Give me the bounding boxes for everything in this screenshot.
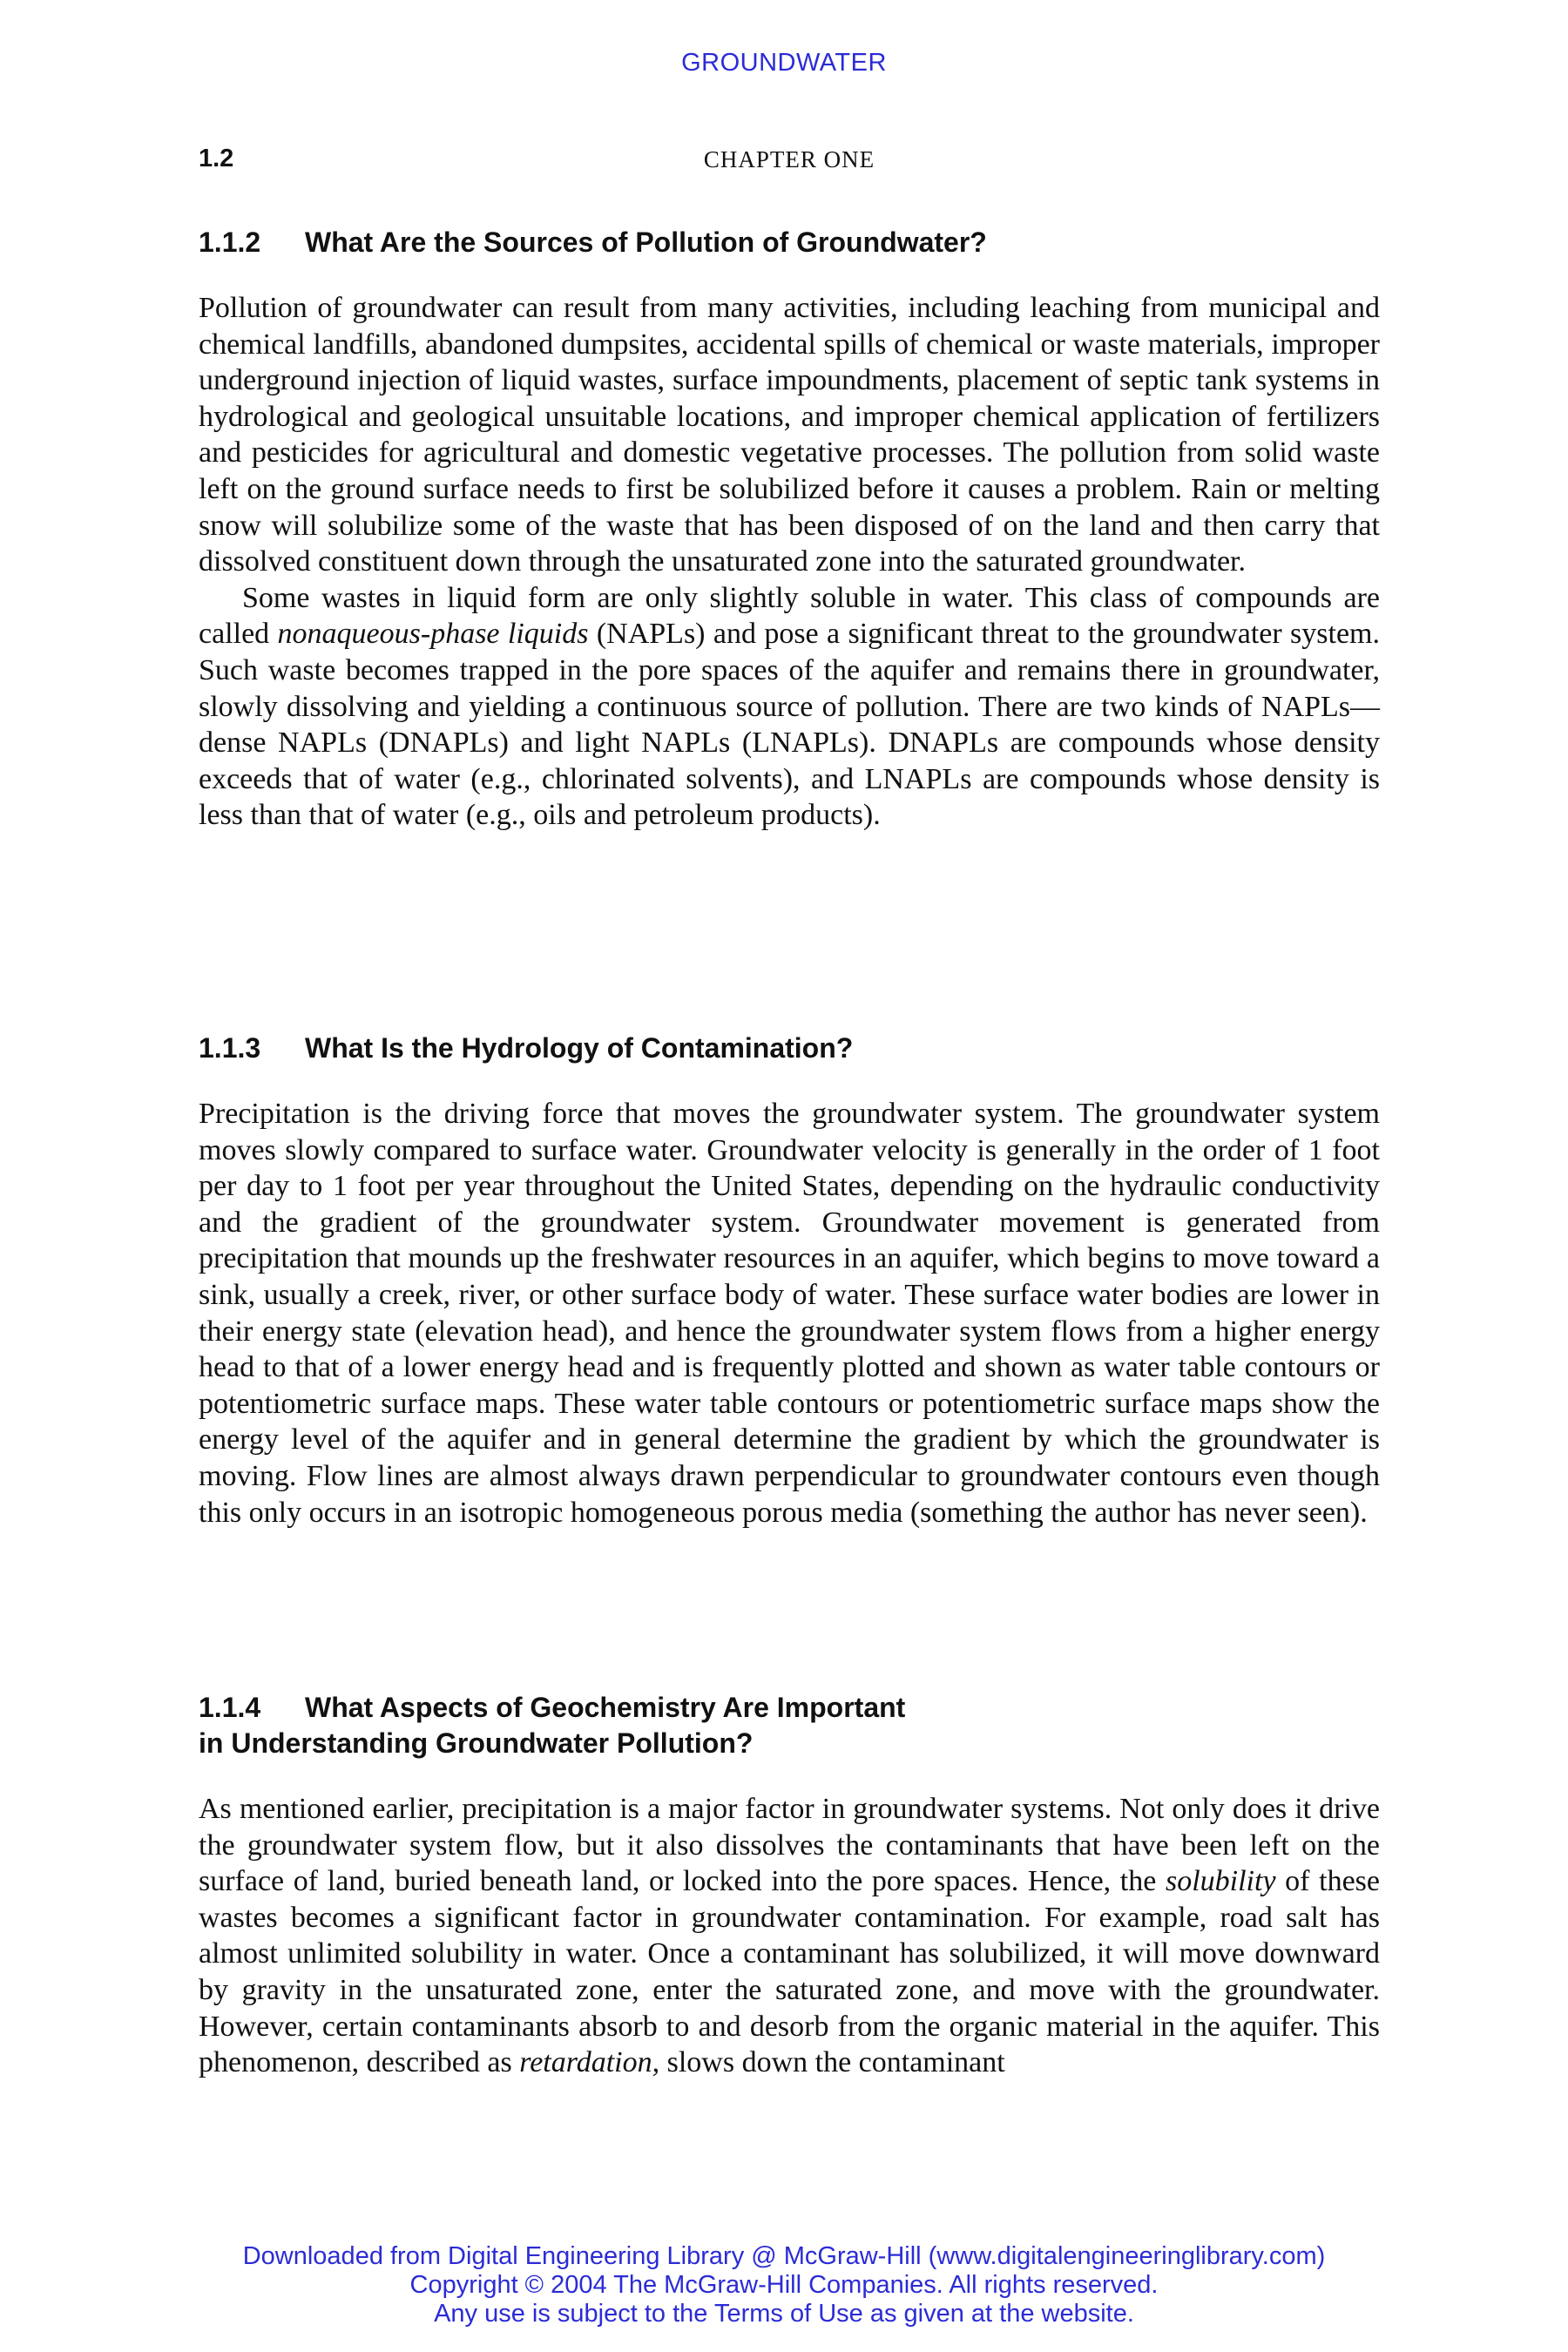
paragraph-text: As mentioned earlier, precipitation is a major factor in groundwater systems. Not only does it drive the groundwater system flow, but it also dissolves the contaminants that have been left on the surface of land, buried beneath land, or locked into the pore spaces. Hence, the	[199, 1793, 1380, 1898]
paragraph-text: Some wastes in liquid form are only slightly soluble in water. This class of compounds are called	[199, 581, 1380, 651]
section-1-1-2	[199, 225, 1380, 834]
italic-term: retardation,	[519, 2046, 660, 2079]
footer-copyright: Copyright © 2004 The McGraw-Hill Companies. All rights reserved.	[409, 2271, 1159, 2299]
section-heading	[199, 1031, 1380, 1066]
section-number: 1.1.4	[199, 1692, 261, 1723]
download-footer	[0, 2242, 1568, 2328]
paragraph-text: slows down the contaminant	[659, 2046, 1005, 2079]
section-heading	[199, 1690, 1380, 1761]
paragraph-text: Precipitation is the driving force that moves the groundwater system. The groundwater system moves slowly compared to surface water. Groundwater velocity is generally in the order of 1 foot per day to 1 foot per year throughout the United States, depending on the hydraulic conductivity and the gradient of the groundwater system. Groundwater movement is generated from precipitation that mounds up the freshwater resources in an aquifer, which begins to move toward a sink, usually a creek, river, or other surface body of water. These surface water bodies are lower in their energy state (elevation head), and hence the groundwater system flows from a higher energy head to that of a lower energy head and is frequently plotted and shown as water table contours or potentiometric surface maps. These water table contours or potentiometric surface maps show the energy level of the aquifer and in general determine the gradient by which the groundwater is moving. Flow lines are almost always drawn perpendicular to groundwater contours even though this only occurs in an isotropic homogeneous porous media (something the author has never seen).	[199, 1098, 1380, 1529]
page-number: 1.2	[199, 145, 234, 172]
page-head	[199, 145, 1380, 179]
paragraph-text: Pollution of groundwater can result from many activities, including leaching from municipal and chemical landfills, abandoned dumpsites, accidental spills of chemical or waste materials, improper underground injection of liquid wastes, surface impoundments, placement of septic tank systems in hydrological and geological unsuitable locations, and improper chemical application of fertilizers and pesticides for agricultural and domestic vegetative processes. The pollution from solid waste left on the ground surface needs to first be solubilized before it causes a problem. Rain or melting snow will solubilize some of the waste that has been disposed of on the land and then carry that dissolved constituent down through the unsaturated zone into the saturated groundwater.	[199, 292, 1380, 578]
section-title: What Is the Hydrology of Contamination?	[305, 1032, 854, 1064]
paragraph-text: of these wastes becomes a significant factor in groundwater contamination. For example, road salt has almost unlimited solubility in water. Once a contaminant has solubilized, it will move downward by gravity in the unsaturated zone, enter the saturated zone, and move with the groundwater. However, certain contaminants absorb to and desorb from the organic material in the aquifer. This phenomenon, described as	[199, 1865, 1381, 2079]
section-1-1-4	[199, 1690, 1380, 2081]
section-title-line-1: What Aspects of Geochemistry Are Important	[305, 1692, 906, 1723]
section-title: What Are the Sources of Pollution of Groundwater?	[305, 226, 987, 258]
paragraph	[199, 1096, 1380, 1531]
italic-term: solubility	[1165, 1865, 1276, 1898]
paragraph	[199, 580, 1380, 834]
chapter-title: CHAPTER ONE	[703, 146, 875, 172]
section-heading	[199, 225, 1380, 260]
running-header: GROUNDWATER	[681, 49, 887, 77]
paragraph	[199, 290, 1380, 580]
section-1-1-3	[199, 1031, 1380, 1531]
paragraph-text: (NAPLs) and pose a significant threat to the groundwater system. Such waste becomes trapped in the pore spaces of the aquifer and remains there in groundwater, slowly dissolving and yielding a continuous source of pollution. There are two kinds of NAPLs—dense NAPLs (DNAPLs) and light NAPLs (LNAPLs). DNAPLs are compounds whose density exceeds that of water (e.g., chlorinated solvents), and LNAPLs are compounds whose density is less than that of water (e.g., oils and petroleum products).	[199, 618, 1381, 832]
footer-terms: Any use is subject to the Terms of Use as given at the website.	[434, 2300, 1134, 2328]
footer-download-link[interactable]: Downloaded from Digital Engineering Library @ McGraw-Hill (www.digitalengineeringlibrary.com)	[242, 2242, 1326, 2270]
paragraph	[199, 1791, 1380, 2081]
italic-term: nonaqueous-phase liquids	[277, 618, 589, 651]
section-number: 1.1.3	[199, 1032, 261, 1064]
section-number: 1.1.2	[199, 226, 261, 258]
section-title-line-2: in Understanding Groundwater Pollution?	[199, 1727, 754, 1759]
